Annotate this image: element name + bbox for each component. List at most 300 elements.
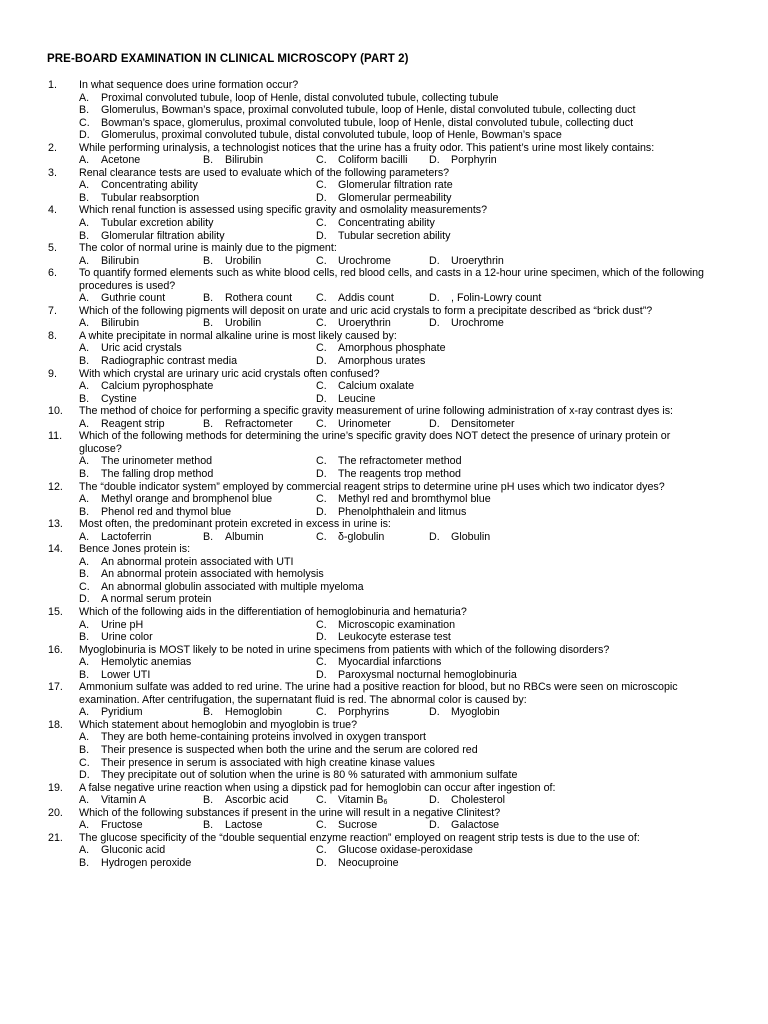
option-row <box>0 230 768 243</box>
option-row <box>0 506 768 519</box>
option-row <box>0 819 768 832</box>
option-text: Glomerular permeability <box>338 191 452 204</box>
option-letter: C. <box>79 116 90 129</box>
option-text: Sucrose <box>338 819 378 832</box>
option-letter: C. <box>316 342 327 355</box>
answer-option <box>316 493 491 506</box>
answer-option <box>203 418 293 431</box>
answer-option <box>316 706 389 719</box>
option-letter: C. <box>316 380 327 393</box>
option-letter: B. <box>203 154 214 167</box>
option-letter: D. <box>316 668 327 681</box>
option-text: An abnormal protein associated with UTI <box>101 555 294 568</box>
answer-option <box>316 355 425 368</box>
question-5 <box>0 242 768 267</box>
option-text: Methyl orange and bromphenol blue <box>101 493 273 506</box>
option-text: Cystine <box>101 392 137 405</box>
option-row <box>0 468 768 481</box>
question-7 <box>0 305 768 330</box>
question-text: 8. A white precipitate in normal alkaline urine is most likely caused by: <box>48 329 397 342</box>
question-19 <box>0 782 768 807</box>
option-letter: D. <box>316 392 327 405</box>
answer-option <box>79 531 152 544</box>
question-text: 14. Bence Jones protein is: <box>48 543 191 556</box>
option-letter: B. <box>79 631 90 644</box>
answer-option <box>429 292 541 305</box>
option-letter: A. <box>79 493 90 506</box>
answer-option <box>79 493 272 506</box>
question-number: 17. <box>48 681 63 694</box>
option-letter: B. <box>79 568 90 581</box>
option-letter: C. <box>316 844 327 857</box>
option-text: Uroerythrin <box>451 254 504 267</box>
answer-option <box>429 794 505 807</box>
answer-option <box>316 230 450 243</box>
option-text: Methyl red and bromthymol blue <box>338 493 491 506</box>
answer-option <box>316 844 473 857</box>
option-row <box>0 255 768 268</box>
answer-option <box>316 192 451 205</box>
option-letter: A. <box>79 844 90 857</box>
answer-option <box>203 154 263 167</box>
option-letter: C. <box>316 618 327 631</box>
option-letter: D. <box>429 819 440 832</box>
option-letter: B. <box>203 794 214 807</box>
option-text: Hemoglobin <box>225 706 283 719</box>
option-letter: A. <box>79 217 90 230</box>
answer-option <box>79 179 198 192</box>
option-text: Albumin <box>225 530 264 543</box>
option-text: Amorphous phosphate <box>338 342 446 355</box>
answer-option <box>0 92 768 105</box>
answer-option <box>316 468 461 481</box>
question-10 <box>0 405 768 430</box>
answer-option <box>0 556 768 569</box>
option-letter: A. <box>79 555 90 568</box>
question-number: 14. <box>48 543 63 556</box>
question-number: 11. <box>48 430 63 443</box>
option-text: Phenol red and thymol blue <box>101 505 232 518</box>
question-text: 10. The method of choice for performing a specific gravity measurement of urine following administration of x-ray contrast dyes is: <box>48 405 674 418</box>
option-text: Vitamin $B_6$ <box>338 794 388 807</box>
option-letter: D. <box>316 505 327 518</box>
option-letter: B. <box>203 417 214 430</box>
answer-option <box>316 857 399 870</box>
answer-option <box>203 819 262 832</box>
question-number: 19. <box>48 781 63 794</box>
option-letter: D. <box>429 317 440 330</box>
option-text: Neocuproine <box>338 856 399 869</box>
option-letter: B. <box>203 292 214 305</box>
question-text: 1. In what sequence does urine formation occur? <box>48 79 299 91</box>
option-text: Fructose <box>101 819 143 832</box>
answer-option <box>316 393 375 406</box>
question-text: 5. The color of normal urine is mainly due to the pigment: <box>48 242 337 255</box>
answer-option <box>0 731 768 744</box>
option-letter: C. <box>316 254 327 267</box>
answer-option <box>316 531 384 544</box>
option-text: Tubular excretion ability <box>101 217 214 230</box>
question-text: 17. Ammonium sulfate was added to red urine. The urine had a positive reaction for blood, but no RBCs were seen on microscopic examination. After centrifugation, the supernatant fluid is red. The abnormal color is caused by: <box>48 681 678 706</box>
option-letter: C. <box>316 706 327 719</box>
option-row <box>0 669 768 682</box>
answer-option <box>316 255 391 268</box>
answer-option <box>316 819 377 832</box>
option-text: An abnormal globulin associated with multiple myeloma <box>101 580 364 593</box>
answer-option <box>79 794 146 807</box>
option-row <box>0 393 768 406</box>
question-text: 18. Which statement about hemoglobin and myoglobin is true? <box>48 718 358 731</box>
option-text: Amorphous urates <box>338 355 426 368</box>
option-letter: A. <box>79 656 90 669</box>
option-text: Leukocyte esterase test <box>338 631 451 644</box>
answer-option <box>316 380 414 393</box>
option-row <box>0 844 768 857</box>
option-text: Myocardial infarctions <box>338 656 442 669</box>
option-text: Lactose <box>225 819 263 832</box>
option-text: Rothera count <box>225 292 293 305</box>
answer-option <box>0 769 768 782</box>
question-3 <box>0 167 768 205</box>
option-row <box>0 418 768 431</box>
option-text: Acetone <box>101 154 141 167</box>
option-text: The urinometer method <box>101 455 213 468</box>
question-text: 21. The glucose specificity of the “double sequential enzyme reaction” employed on reagent strip tests is due to the use of: <box>48 831 640 844</box>
answer-option <box>79 393 137 406</box>
option-letter: A. <box>79 618 90 631</box>
question-number: 21. <box>48 831 63 844</box>
answer-option <box>79 455 212 468</box>
option-row <box>0 179 768 192</box>
answer-option <box>429 255 504 268</box>
option-text: A normal serum protein <box>101 593 212 606</box>
option-letter: D. <box>79 129 90 142</box>
option-letter: B. <box>203 317 214 330</box>
option-text: Uroerythrin <box>338 317 391 330</box>
answer-option <box>79 706 143 719</box>
option-row <box>0 154 768 167</box>
option-letter: D. <box>429 417 440 430</box>
option-letter: C. <box>316 794 327 807</box>
option-letter: A. <box>79 154 90 167</box>
option-letter: C. <box>316 179 327 192</box>
option-text: Vitamin A <box>101 794 146 807</box>
option-text: Reagent strip <box>101 417 165 430</box>
option-text: Glomerulus, Bowman’s space, proximal convoluted tubule, loop of Henle, distal convoluted tubule, collecting duct <box>101 104 636 117</box>
option-text: They precipitate out of solution when the urine is 80 % saturated with ammonium sulfate <box>101 769 518 782</box>
question-text: 9. With which crystal are urinary uric acid crystals often confused? <box>48 367 380 380</box>
option-letter: D. <box>316 856 327 869</box>
option-letter: A. <box>79 794 90 807</box>
option-text: Ascorbic acid <box>225 794 289 807</box>
option-letter: D. <box>429 794 440 807</box>
option-letter: D. <box>429 154 440 167</box>
question-number: 3. <box>48 166 57 179</box>
answer-option <box>79 418 165 431</box>
question-number: 2. <box>48 141 57 154</box>
option-letter: B. <box>203 819 214 832</box>
option-letter: A. <box>79 342 90 355</box>
question-number: 7. <box>48 304 57 317</box>
option-letter: D. <box>429 254 440 267</box>
option-text: Calcium pyrophosphate <box>101 380 214 393</box>
option-letter: D. <box>429 706 440 719</box>
answer-option <box>79 506 231 519</box>
option-text: Cholesterol <box>451 794 506 807</box>
option-letter: D. <box>79 769 90 782</box>
answer-option <box>0 568 768 581</box>
option-text: Urinometer <box>338 417 391 430</box>
option-text: Uric acid crystals <box>101 342 182 355</box>
option-row <box>0 292 768 305</box>
option-row <box>0 380 768 393</box>
option-text: δ-globulin <box>338 530 385 543</box>
answer-option <box>79 342 182 355</box>
option-letter: D. <box>79 593 90 606</box>
question-text: 20. Which of the following substances if present in the urine will result in a negative Clinitest? <box>48 806 501 819</box>
option-text: Bowman’s space, glomerulus, proximal convoluted tubule, loop of Henle, distal convoluted tubule, collecting duct <box>101 116 634 129</box>
question-11 <box>0 430 768 480</box>
question-21 <box>0 832 768 870</box>
question-number: 20. <box>48 806 63 819</box>
option-letter: A. <box>79 819 90 832</box>
option-letter: C. <box>316 493 327 506</box>
question-number: 10. <box>48 405 63 418</box>
option-letter: B. <box>79 505 90 518</box>
option-letter: C. <box>79 756 90 769</box>
option-text: Coliform bacilli <box>338 154 408 167</box>
option-letter: B. <box>79 104 90 117</box>
option-letter: C. <box>316 217 327 230</box>
option-letter: B. <box>79 743 90 756</box>
question-4 <box>0 204 768 242</box>
option-text: Gluconic acid <box>101 844 166 857</box>
option-row <box>0 342 768 355</box>
answer-option <box>203 531 264 544</box>
option-text: Glomerular filtration ability <box>101 229 225 242</box>
option-text: Densitometer <box>451 417 515 430</box>
option-letter: B. <box>79 392 90 405</box>
answer-option <box>429 317 504 330</box>
option-text: Myoglobin <box>451 706 500 719</box>
option-text: Calcium oxalate <box>338 380 415 393</box>
question-text: 16. Myoglobinuria is MOST likely to be noted in urine specimens from patients with which of the following disorders? <box>48 643 610 656</box>
question-number: 9. <box>48 367 57 380</box>
answer-option <box>79 154 140 167</box>
option-text: Galactose <box>451 819 500 832</box>
answer-option <box>79 619 143 632</box>
question-8 <box>0 330 768 368</box>
answer-option <box>316 317 391 330</box>
answer-option <box>79 230 225 243</box>
answer-option <box>79 468 213 481</box>
option-text: Bilirubin <box>225 154 264 167</box>
answer-option <box>79 255 139 268</box>
option-row <box>0 631 768 644</box>
question-number: 16. <box>48 643 63 656</box>
option-letter: A. <box>79 530 90 543</box>
answer-option <box>316 619 455 632</box>
option-text: Addis count <box>338 292 394 305</box>
answer-option <box>316 669 517 682</box>
option-text: Glucose oxidase-peroxidase <box>338 844 473 857</box>
option-letter: A. <box>79 179 90 192</box>
option-text: They are both heme-containing proteins involved in oxygen transport <box>101 731 426 744</box>
option-letter: D. <box>316 191 327 204</box>
question-text: 12. The “double indicator system” employed by commercial reagent strips to determine urine pH uses which two indicator dyes? <box>48 480 665 493</box>
answer-option <box>79 192 199 205</box>
option-letter: D. <box>316 467 327 480</box>
option-text: Concentrating ability <box>101 179 198 192</box>
answer-option <box>316 292 394 305</box>
option-row <box>0 493 768 506</box>
option-text: Microscopic examination <box>338 618 456 631</box>
question-13 <box>0 518 768 543</box>
answer-option <box>79 355 237 368</box>
answer-option <box>79 656 191 669</box>
option-letter: D. <box>316 631 327 644</box>
question-9 <box>0 368 768 406</box>
option-letter: A. <box>79 731 90 744</box>
option-text: Their presence is suspected when both the urine and the serum are colored red <box>101 743 478 756</box>
option-text: Tubular reabsorption <box>101 191 200 204</box>
question-text: 3. Renal clearance tests are used to evaluate which of the following parameters? <box>48 166 450 179</box>
option-letter: C. <box>316 530 327 543</box>
option-text: Urochrome <box>338 254 391 267</box>
answer-option <box>0 129 768 142</box>
option-text: Urochrome <box>451 317 504 330</box>
answer-option <box>79 217 213 230</box>
answer-option <box>316 506 466 519</box>
option-text: Urobilin <box>225 317 262 330</box>
question-20 <box>0 807 768 832</box>
option-text: Pyridium <box>101 706 143 719</box>
answer-option <box>79 317 139 330</box>
question-number: 4. <box>48 204 57 217</box>
answer-option <box>79 380 213 393</box>
page-title: PRE-BOARD EXAMINATION IN CLINICAL MICROSCOPY (PART 2) <box>47 53 409 65</box>
option-text: Urine pH <box>101 618 144 631</box>
option-text: Urobilin <box>225 254 262 267</box>
question-number: 13. <box>48 518 63 531</box>
option-row <box>0 355 768 368</box>
option-letter: A. <box>79 292 90 305</box>
question-14 <box>0 543 768 606</box>
option-text: Lactoferrin <box>101 530 152 543</box>
answer-option <box>203 794 289 807</box>
option-text: Their presence in serum is associated with high creatine kinase values <box>101 756 435 769</box>
option-row <box>0 857 768 870</box>
answer-option <box>203 292 292 305</box>
answer-option <box>316 794 387 807</box>
answer-option <box>0 593 768 606</box>
question-number: 12. <box>48 480 63 493</box>
option-text: , Folin-Lowry count <box>451 292 542 305</box>
option-text: Paroxysmal nocturnal hemoglobinuria <box>338 668 517 681</box>
question-number: 8. <box>48 329 57 342</box>
option-letter: B. <box>79 191 90 204</box>
option-letter: B. <box>203 530 214 543</box>
answer-option <box>316 154 408 167</box>
option-text: Proximal convoluted tubule, loop of Henle, distal convoluted tubule, collecting tubule <box>101 91 499 104</box>
question-text: 2. While performing urinalysis, a technologist notices that the urine has a fruity odor. This patient’s urine most likely contains: <box>48 141 655 154</box>
option-text: The falling drop method <box>101 467 214 480</box>
option-letter: B. <box>79 856 90 869</box>
answer-option <box>316 656 441 669</box>
question-17 <box>0 681 768 719</box>
question-number: 5. <box>48 242 57 255</box>
option-text: The reagents trop method <box>338 467 461 480</box>
option-letter: A. <box>79 706 90 719</box>
option-text: Glomerular filtration rate <box>338 179 453 192</box>
question-text: 4. Which renal function is assessed using specific gravity and osmolality measurements? <box>48 204 488 217</box>
option-letter: B. <box>79 355 90 368</box>
question-text: 19. A false negative urine reaction when using a dipstick pad for hemoglobin can occur after ingestion of: <box>48 781 556 794</box>
question-list <box>0 79 768 869</box>
option-text: Bilirubin <box>101 254 140 267</box>
answer-option <box>79 669 150 682</box>
option-row <box>0 619 768 632</box>
answer-option <box>316 217 435 230</box>
answer-option <box>79 631 153 644</box>
option-letter: D. <box>429 530 440 543</box>
answer-option <box>203 255 261 268</box>
answer-option <box>79 819 143 832</box>
answer-option <box>0 744 768 757</box>
option-row <box>0 317 768 330</box>
subscript: 6 <box>383 799 388 807</box>
option-letter: B. <box>203 254 214 267</box>
answer-option <box>0 757 768 770</box>
option-letter: A. <box>79 417 90 430</box>
question-text: 13. Most often, the predominant protein excreted in excess in urine is: <box>48 518 391 531</box>
option-letter: C. <box>316 317 327 330</box>
answer-option <box>429 154 497 167</box>
option-letter: C. <box>316 656 327 669</box>
option-row <box>0 192 768 205</box>
answer-option <box>429 819 499 832</box>
option-letter: B. <box>203 706 214 719</box>
option-letter: C. <box>316 154 327 167</box>
option-text: Globulin <box>451 530 491 543</box>
answer-option <box>203 317 261 330</box>
option-text: Bilirubin <box>101 317 140 330</box>
question-number: 6. <box>48 267 57 280</box>
option-text: The refractometer method <box>338 455 462 468</box>
question-1 <box>0 79 768 142</box>
question-16 <box>0 644 768 682</box>
answer-option <box>316 631 451 644</box>
option-text: Concentrating ability <box>338 217 435 230</box>
option-row <box>0 217 768 230</box>
option-text: Lower UTI <box>101 668 151 681</box>
question-text: 11. Which of the following methods for determining the urine’s specific gravity does NOT detect the presence of urinary protein or glucose? <box>48 430 671 455</box>
question-15 <box>0 606 768 644</box>
question-text: 15. Which of the following aids in the differentiation of hemoglobinuria and hematuria? <box>48 605 467 618</box>
option-row <box>0 706 768 719</box>
option-row <box>0 794 768 807</box>
answer-option <box>79 844 165 857</box>
option-text: Hemolytic anemias <box>101 656 192 669</box>
option-text: Glomerulus, proximal convoluted tubule, distal convoluted tubule, loop of Henle, Bowman’s space <box>101 129 562 142</box>
option-letter: A. <box>79 254 90 267</box>
option-text: Porphyrin <box>451 154 497 167</box>
answer-option <box>0 117 768 130</box>
option-row <box>0 455 768 468</box>
option-letter: D. <box>429 292 440 305</box>
option-text: An abnormal protein associated with hemolysis <box>101 568 324 581</box>
question-text: 7. Which of the following pigments will deposit on urate and uric acid crystals to form a precipitate described as “brick dust”? <box>48 304 653 317</box>
